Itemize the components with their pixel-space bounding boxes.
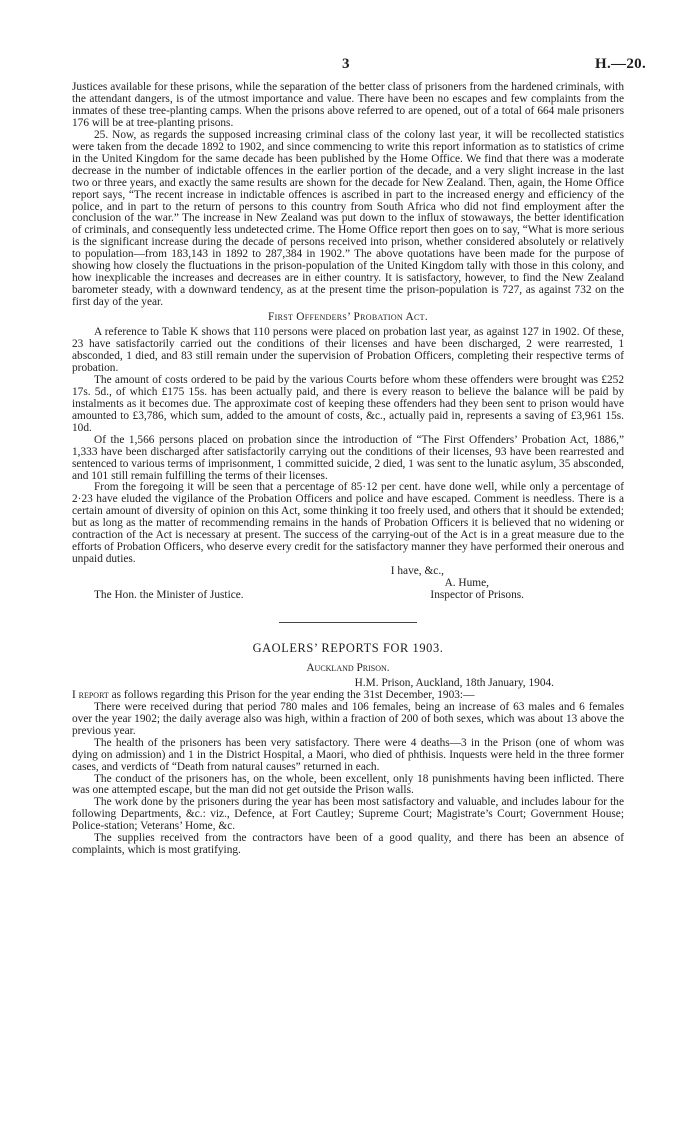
document-reference: H.—20. xyxy=(595,56,646,72)
paragraph-foregoing: From the foregoing it will be seen that a percentage of 85·12 per cent. have done well, while only a percentage of 2·23 have eluded the vigilance of the Probation Officers and police and have escaped. Comment is needless. There is a certain amount of diversity of opinion on this Act, some thinking it too freely used, and others that it should be extended; but as long as the matter of recommending remains in the hands of Probation Officers it is believed that no widening or contraction of the Act is necessary at present. The success of the carrying-out of the Act is in a great measure due to the efforts of Probation Officers, who deserve every credit for the satisfactory manner they have performed their onerous and unpaid duties. xyxy=(72,481,624,566)
signoff-addressee-row xyxy=(72,590,624,602)
gaolers-reports-heading: GAOLERS’ REPORTS FOR 1903. xyxy=(252,640,444,655)
paragraph-health: The health of the prisoners has been very satisfactory. There were 4 deaths—3 in the Prison (one of whom was dying on admission) and 1 in the District Hospital, a Maori, who died of phthisis. Inquests were held in the three former cases, and verdicts of “Death from natural causes” returned in each. xyxy=(72,736,624,773)
signoff-addressee: The Hon. the Minister of Justice. xyxy=(94,589,244,602)
report-intro xyxy=(72,690,624,702)
paragraph-continuation: Justices available for these prisons, while the separation of the better class of prisoners from the hardened criminals, with the attendant dangers, is of the utmost importance and value. There have been no escapes and few complaints from the inmates of these tree-planting camps. When the prisons above referred to are opened, out of a total of 664 male prisoners 176 will be at tree-planting prisons. xyxy=(72,81,624,129)
section-heading-probation-act: First Offenders’ Probation Act. xyxy=(268,311,428,324)
paragraph-persons-placed: Of the 1,566 persons placed on probation since the introduction of “The First Offenders’ Probation Act, 1886,” 1,333 have been discharged after satisfactorily carrying out the conditions of their licenses, 93 have been rearrested and sentenced to various terms of imprisonment, 1 committed suicide, 2 died, 1 was sent to the lunatic asylum, 35 absconded, and 101 still remain fulfilling the terms of their licenses. xyxy=(72,433,624,482)
signoff-title: Inspector of Prisons. xyxy=(430,589,524,602)
report-intro-rest: as follows regarding this Prison for the year ending the 31st December, 1903:— xyxy=(108,688,475,701)
paragraph-received: There were received during that period 780 males and 106 females, being an increase of 63 males and 6 females over the year 1902; the daily average also was high, within a fraction of 200 of both sexes, which was about 13 above the previous year. xyxy=(72,700,624,737)
document-body xyxy=(72,82,624,857)
signoff-signatory: A. Hume, xyxy=(444,577,489,590)
prison-name-heading: Auckland Prison. xyxy=(306,661,390,674)
signoff-i-have: I have, &c., xyxy=(390,565,444,578)
paragraph-conduct: The conduct of the prisoners has, on the whole, been excellent, only 18 punishments having been inflicted. There was one attempted escape, but the man did not get outside the Prison walls. xyxy=(72,772,624,797)
report-dateline: H.M. Prison, Auckland, 18th January, 1904. xyxy=(354,676,554,689)
paragraph-table-k: A reference to Table K shows that 110 persons were placed on probation last year, as against 127 in 1902. Of these, 23 have satisfactorily carried out the conditions of their licenses and have been discharged, 2 were rearrested, 1 absconded, 1 died, and 83 still remain under the supervision of Probation Officers, completing their respective terms of probation. xyxy=(72,326,624,374)
paragraph-work: The work done by the prisoners during the year has been most satisfactory and valuable, and includes labour for the following Departments, &c.: viz., Defence, at Fort Cautley; Supreme Court; Magistrate’s Court; Government House; Police-station; Veterans’ Home, &c. xyxy=(72,796,624,833)
report-intro-lead: I report xyxy=(72,688,109,701)
page-number: 3 xyxy=(342,56,350,72)
paragraph-25: 25. Now, as regards the supposed increasing criminal class of the colony last year, it will be recollected statistics were taken from the decade 1892 to 1902, and since commencing to write this report information as to statistics of crime in the United Kingdom for the same decade has been published by the Home Office. We find that there was a moderate decrease in the number of indictable offences in the earlier portion of the decade, and a very slight increase in the last two or three years, and exactly the same results are shown for the decade for New Zealand. Then, again, the Home Office report says, “The recent increase in indictable offences is ascribed in part to the increased energy and efficiency of the police, and in part to the return of persons to this country from South Africa who did not find employment after the conclusion of the war.” The increase in New Zealand was put down to the influx of stowaways, the better identification of criminals, and consequently less undetected crime. The Home Office report then goes on to say, “What is more serious is the significant increase during the decade of persons received into prison, whether considered absolutely or relatively to population—from 183,143 in 1892 to 287,384 in 1902.” The above quotations have been made for the purpose of showing how closely the fluctuations in the prison-population of the United Kingdom tally with those in this colony, and how inexplicable the increases and decreases are in either country. It is satisfactory, however, to find the New Zealand barometer steady, with a downward tendency, as at the present time the prison-population is 727, as against 732 on the first day of the year. xyxy=(72,128,624,309)
paragraph-supplies: The supplies received from the contractors have been of a good quality, and there has been an absence of complaints, which is most gratifying. xyxy=(72,832,624,857)
section-divider xyxy=(279,622,417,623)
paragraph-costs: The amount of costs ordered to be paid by the various Courts before whom these offenders were brought was £252 17s. 5d., of which £175 15s. has been actually paid, and there is every reason to believe the balance will be paid by instalments as it becomes due. The approximate cost of keeping these offenders had they been sent to prison would have amounted to £3,786, which sum, added to the amount of costs, &c., actually paid in, represents a saving of £3,961 15s. 10d. xyxy=(72,373,624,434)
